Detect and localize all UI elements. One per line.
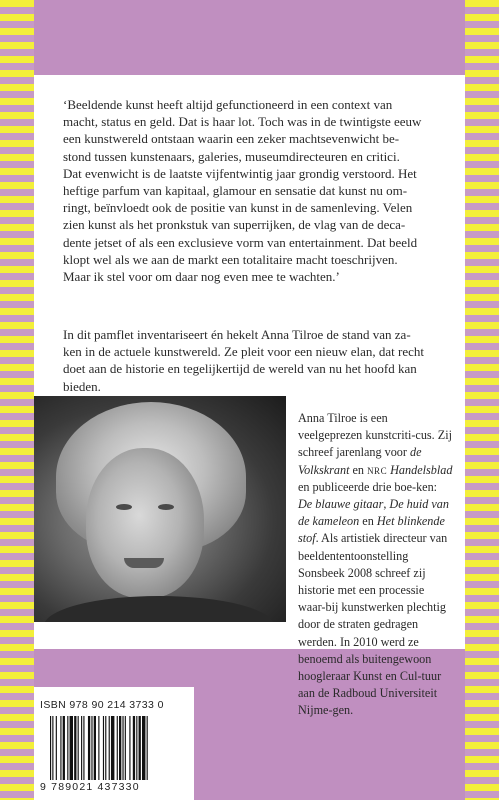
right-stripe-border [465,0,499,800]
intro-line: doet aan de historie en tegelijkertijd de wereld van nu het hoofd kan [63,361,417,377]
barcode-bar [98,716,99,780]
quote-line: ringt, beïnvloedt ook de positie van kunst in de samenleving. Velen [63,200,413,216]
quote-line: stond tussen kunstenaars, galeries, museumdirecteuren en critici. [63,148,400,164]
barcode-bar [133,716,135,780]
barcode-bar [94,716,96,780]
barcode-bar [117,716,118,780]
isbn-text: ISBN 978 90 214 3733 0 [40,699,164,711]
photo-mouth [124,558,164,568]
intro-line: bieden. [63,378,101,394]
bio-text: . Als artistiek directeur van beeldententoonstelling Sonsbeek 2008 schreef zij historie met een processie waar-bij kunstwerken plechtig door de straten gedragen werden. In 2010 werd ze benoemd als buitengewoon hoogleraar Kunst en Cul-tuur aan de Radboud Universiteit Nijme-gen. [298,531,448,718]
newspaper-abbrev: nrc [367,462,388,477]
photo-eye [158,504,174,510]
barcode-bar [129,716,130,780]
barcode-bar [122,716,123,780]
barcode-bar [105,716,106,780]
author-photo [34,396,286,622]
author-bio [298,410,453,720]
book-title: De blauwe gitaar [298,497,384,512]
photo-face [86,448,204,598]
bio-text: en publiceerde drie boe-ken: [298,479,438,494]
barcode-bar [125,716,126,780]
barcode-bar [81,716,82,780]
quote-line: ‘Beeldende kunst heeft altijd gefunctioneerd in een context van [63,97,393,112]
barcode-bar [63,716,65,780]
quote-line: Dat evenwicht is de laatste vijfentwintig jaar grondig verstoord. Het [63,165,417,181]
barcode-bar [111,716,114,780]
quote-line: Maar ik stel voor om daar nog even mee te wachten.’ [63,269,340,285]
quote-line: dente jetset of als een exclusieve vorm van entertainment. Dat beeld [63,234,418,250]
newspaper-title: Handelsblad [387,462,453,477]
barcode-icon [50,716,182,780]
left-stripe-border [0,0,34,800]
barcode-bar [109,716,110,780]
barcode-bar [70,716,73,780]
back-cover-quote [63,96,436,285]
barcode-bar [139,716,141,780]
barcode-bar [74,716,76,780]
book-title: De huid van de kameleon [298,497,449,529]
quote-line: macht, status en geld. Dat is haar lot. Toch was in de twintigste eeuw [63,114,422,130]
barcode-bar [103,716,104,780]
bio-text: en [349,462,368,477]
barcode-bar [88,716,90,780]
barcode-bar [50,716,51,780]
newspaper-title: de Volkskrant [298,445,422,477]
intro-line: In dit pamflet inventariseert én hekelt Anna Tilroe de stand van za- [63,327,411,342]
intro-paragraph [63,326,436,395]
photo-shoulder [44,596,274,622]
quote-line: heftige parfum van kapitaal, glamour en sensatie dat kunst nu om- [63,183,408,199]
barcode-bar [147,716,148,780]
quote-line: een kunstwereld ontstaan waarin een zeker machtsevenwicht be- [63,131,400,147]
quote-line: zien kunst als het pronkstuk van superrijken, de vlag van de deca- [63,217,406,233]
photo-eye [116,504,132,510]
barcode-bar [142,716,145,780]
barcode-number: 9 789021 437330 [40,781,140,793]
bio-text: en [359,514,377,529]
barcode-bar [83,716,84,780]
barcode-bar [52,716,53,780]
barcode-bar [67,716,68,780]
barcode-bar [56,716,57,780]
bio-text: , [383,497,390,512]
quote-line: klopt wel als we aan de markt een totalitaire macht toeschrijven. [63,251,398,267]
bio-text: Anna Tilroe is een veelgeprezen kunstcriti-cus. Zij schreef jarenlang voor [298,411,452,460]
barcode-bar [60,716,61,780]
barcode-bar [136,716,137,780]
book-title: Het blinkende stof [298,514,445,546]
barcode-bar [78,716,79,780]
barcode-bar [91,716,92,780]
barcode-bar [119,716,121,780]
intro-line: ken in de actuele kunstwereld. Ze pleit voor een nieuw elan, dat recht [63,344,424,360]
